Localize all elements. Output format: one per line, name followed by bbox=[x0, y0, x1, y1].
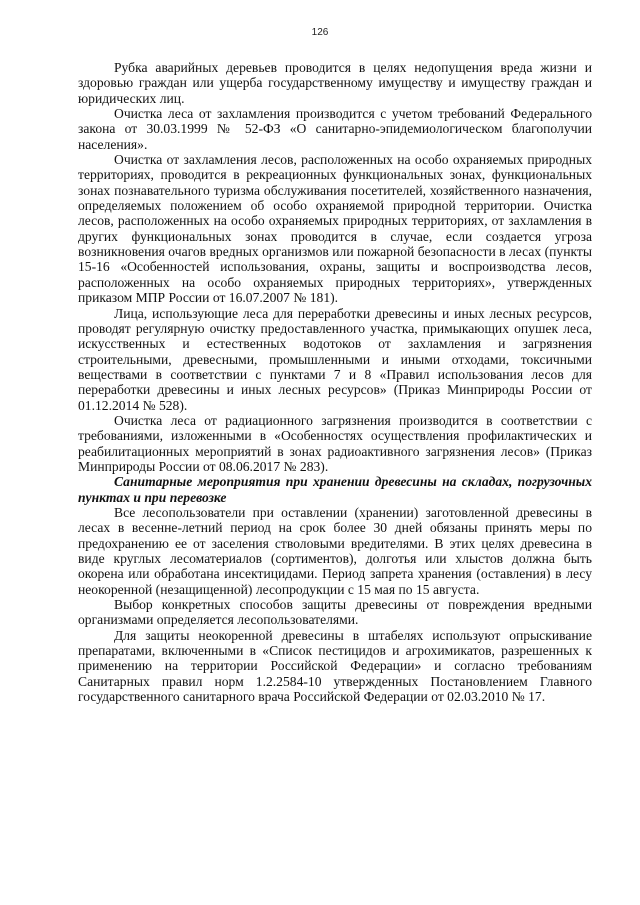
paragraph-emergency-felling: Рубка аварийных деревьев проводится в целях недопущения вреда жизни и здоровью граждан или ущерба государственному имуществу и имуществу граждан и юридических лиц. bbox=[78, 60, 592, 106]
paragraph-wood-processing: Лица, использующие леса для переработки древесины и иных лесных ресурсов, проводят регулярную очистку предоставленного участка, примыкающих опушек леса, искусственных и естественных водотоков от захламления и загрязнения строительными, древесными, промышленными и иными отходами, токсичными веществами в соответствии с пунктами 7 и 8 «Правил использования лесов для переработки древесины и иных лесных ресурсов» (Приказ Минприроды России от 01.12.2014 № 528). bbox=[78, 305, 592, 413]
section-heading-storage: Санитарные мероприятия при хранении древесины на складах, погрузочных пунктах и при перевозке bbox=[78, 474, 592, 505]
paragraph-spraying: Для защиты неокоренной древесины в штабелях используют опрыскивание препаратами, включенными в «Список пестицидов и агрохимикатов, разрешенных к применению на территории Российской Федерации» и согласно требованиям Санитарных правил норм 1.2.2584-10 утвержденных Постановлением Главного государственного санитарного врача Российской Федерации от 02.03.2010 № 17. bbox=[78, 627, 592, 705]
paragraph-storage-rules: Все лесопользователи при оставлении (хранении) заготовленной древесины в лесах в весенне-летний период на срок более 30 дней обязаны принять меры по предохранению ее от заселения стволовыми вредителями. В этих целях древесина в виде круглых лесоматериалов (сортиментов), долготья или хлыстов должна быть окорена или обработана инсектицидами. Период запрета хранения (оставления) в лесу неокоренной (незащищенной) лесопродукции с 15 мая по 15 августа. bbox=[78, 504, 592, 597]
page-number: 126 bbox=[311, 27, 329, 38]
paragraph-clutter-cleaning-law: Очистка леса от захламления производится с учетом требований Федерального закона от 30.03.1999 № 52-ФЗ «О санитарно-эпидемиологическом благополучии населения». bbox=[78, 106, 592, 152]
paragraph-protected-areas: Очистка от захламления лесов, расположенных на особо охраняемых природных территориях, проводится в рекреационных функциональных зонах, функциональных зонах познавательного туризма обслуживания посетителей, хозяйственного назначения, определяемых положением об особо охраняемой природной территории. Очистка лесов, расположенных на особо охраняемых природных территориях, от захламления в других функциональных зонах проводится в случае, если создается угроза возникновения очагов вредных организмов или пожарной безопасности в лесах (пункты 15-16 «Особенностей использования, охраны, защиты и воспроизводства лесов, расположенных на особо охраняемых природных территориях», утвержденных приказом МПР России от 16.07.2007 № 181). bbox=[78, 152, 592, 306]
paragraph-radiation-cleaning: Очистка леса от радиационного загрязнения производится в соответствии с требованиями, изложенными в «Особенностях осуществления профилактических и реабилитационных мероприятий в зонах радиоактивного загрязнения лесов» (Приказ Минприроды России от 08.06.2017 № 283). bbox=[78, 412, 592, 474]
page-body bbox=[78, 60, 592, 704]
paragraph-protection-methods: Выбор конкретных способов защиты древесины от повреждения вредными организмами определяется лесопользователями. bbox=[78, 597, 592, 628]
